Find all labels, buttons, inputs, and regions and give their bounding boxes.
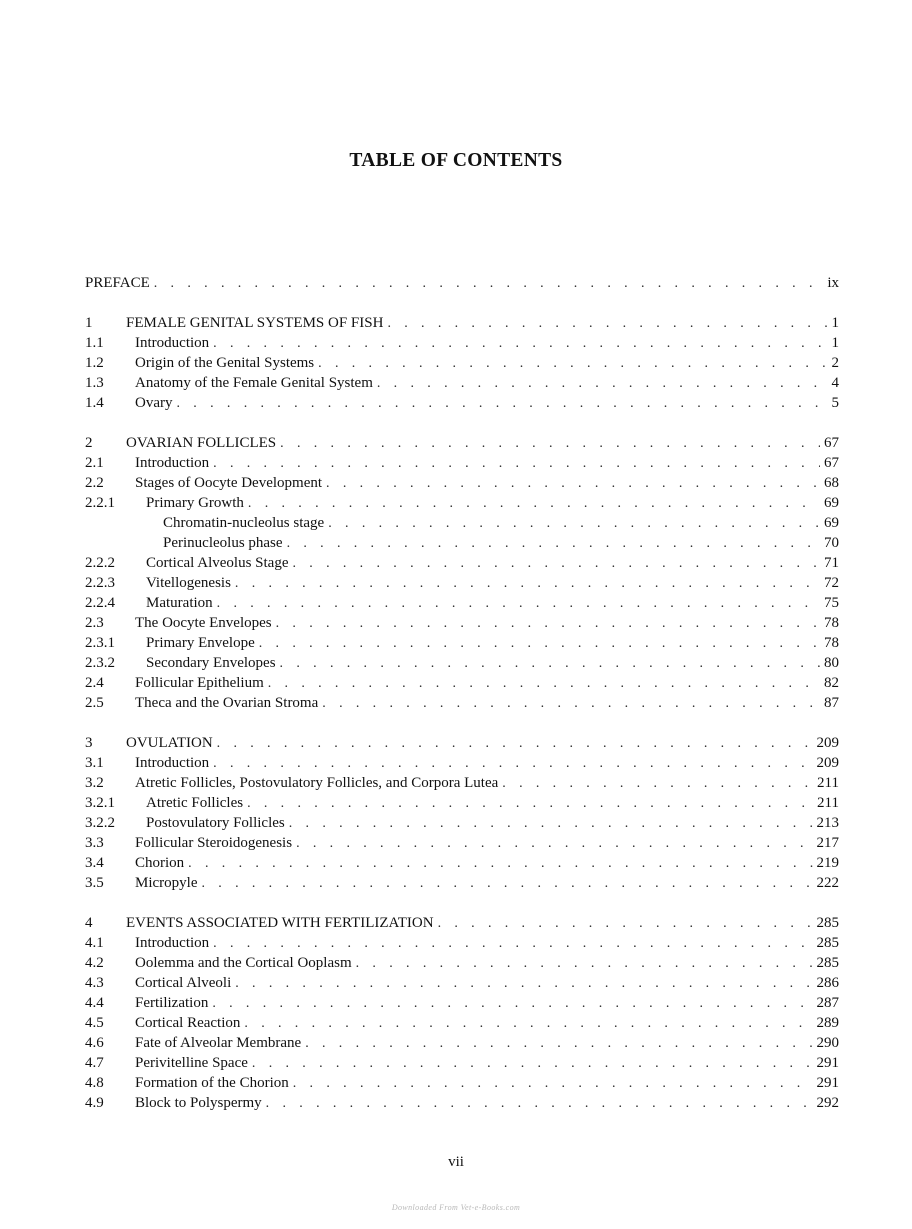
toc-entry-title: Introduction (135, 935, 210, 951)
toc-entry-page: 87 (824, 695, 839, 711)
toc-entry-number: 4 (85, 915, 93, 931)
toc-entry-title: Origin of the Genital Systems (135, 355, 315, 371)
toc-entry-page: 1 (831, 315, 839, 331)
toc-entry (85, 773, 839, 793)
toc-dot-leader (188, 854, 812, 874)
toc-entry-number: 4.8 (85, 1075, 104, 1091)
toc-entry-page: 67 (824, 435, 839, 451)
toc-dot-leader (266, 1094, 813, 1114)
toc-entry-number: 2.2 (85, 475, 104, 491)
toc-entry (85, 833, 839, 853)
toc-dot-leader (259, 634, 820, 654)
toc-entry-page: 290 (816, 1035, 839, 1051)
toc-entry (85, 1013, 839, 1033)
toc-dot-leader (296, 834, 812, 854)
toc-entry-title: Follicular Steroidogenesis (135, 835, 293, 851)
toc-dot-leader (289, 814, 813, 834)
toc-entry-page: 222 (816, 875, 839, 891)
toc-entry-title: Introduction (135, 455, 210, 471)
toc-entry-number: 4.7 (85, 1055, 104, 1071)
toc-entry-number: 1 (85, 315, 93, 331)
toc-entry-page: 1 (831, 335, 839, 351)
toc-dot-leader (268, 674, 820, 694)
toc-entry (85, 733, 839, 753)
toc-entry-page: 291 (816, 1055, 839, 1071)
toc-entry-page: 78 (824, 615, 839, 631)
toc-entry-page: 4 (831, 375, 839, 391)
toc-entry-number: 3.2.2 (85, 815, 115, 831)
toc-entry-title: Chromatin-nucleolus stage (163, 515, 325, 531)
toc-entry (85, 913, 839, 933)
toc-entry (85, 593, 839, 613)
toc-entry (85, 873, 839, 893)
toc-entry-title: Cortical Reaction (135, 1015, 241, 1031)
toc-entry-page: 78 (824, 635, 839, 651)
toc-entry (85, 633, 839, 653)
toc-entry-title: Secondary Envelopes (146, 655, 276, 671)
toc-entry (85, 573, 839, 593)
toc-dot-leader (212, 994, 812, 1014)
toc-entry-title: Anatomy of the Female Genital System (135, 375, 373, 391)
toc-entry-page: 72 (824, 575, 839, 591)
toc-entry-number: 1.2 (85, 355, 104, 371)
toc-entry-number: 1.1 (85, 335, 104, 351)
toc-entry-number: 2.2.2 (85, 555, 115, 571)
toc-entry (85, 353, 839, 373)
toc-entry-title: Theca and the Ovarian Stroma (135, 695, 319, 711)
toc-entry-page: ix (827, 275, 839, 291)
toc-entry (85, 273, 839, 293)
toc-entry-page: 67 (824, 455, 839, 471)
toc-entry-title: Atretic Follicles, Postovulatory Follicles, and Corpora Lutea (135, 775, 499, 791)
toc-entry (85, 1093, 839, 1113)
toc-entry-number: 4.4 (85, 995, 104, 1011)
toc-entry-number: 3.5 (85, 875, 104, 891)
toc-entry-number: 3.2.1 (85, 795, 115, 811)
toc-entry-page: 75 (824, 595, 839, 611)
toc-entry-page: 213 (816, 815, 839, 831)
toc-entry-title: Micropyle (135, 875, 198, 891)
toc-entry-number: 2.5 (85, 695, 104, 711)
toc-entry (85, 493, 839, 513)
toc-section (85, 433, 839, 713)
toc-entry-page: 286 (816, 975, 839, 991)
toc-entry-title: Fate of Alveolar Membrane (135, 1035, 302, 1051)
toc-entry (85, 533, 839, 553)
toc-dot-leader (177, 394, 828, 414)
toc-entry-title: Stages of Oocyte Development (135, 475, 323, 491)
toc-entry (85, 973, 839, 993)
toc-dot-leader (377, 374, 828, 394)
toc-dot-leader (322, 694, 820, 714)
toc-dot-leader (326, 474, 820, 494)
toc-entry-number: 2.2.1 (85, 495, 115, 511)
toc-dot-leader (213, 754, 812, 774)
toc-entry-title: Perinucleolus phase (163, 535, 283, 551)
toc-dot-leader (201, 874, 812, 894)
toc-entry-title: Ovary (135, 395, 173, 411)
toc-entry-page: 82 (824, 675, 839, 691)
toc-entry (85, 1073, 839, 1093)
toc-entry-title: Fertilization (135, 995, 209, 1011)
toc-entry-number: 2.3 (85, 615, 104, 631)
toc-entry-title: Atretic Follicles (146, 795, 244, 811)
toc-dot-leader (247, 794, 813, 814)
toc-section (85, 913, 839, 1113)
toc-dot-leader (276, 614, 820, 634)
toc-entry (85, 313, 839, 333)
toc-entry-page: 292 (816, 1095, 839, 1111)
toc-dot-leader (213, 934, 812, 954)
toc-entry (85, 933, 839, 953)
toc-entry (85, 813, 839, 833)
toc-entry-title: Postovulatory Follicles (146, 815, 285, 831)
toc-dot-leader (356, 954, 813, 974)
toc-entry (85, 453, 839, 473)
toc-entry-page: 71 (824, 555, 839, 571)
toc-entry-title: OVULATION (126, 735, 213, 751)
toc-entry-title: Introduction (135, 755, 210, 771)
toc-entry-title: Follicular Epithelium (135, 675, 264, 691)
toc-entry-title: The Oocyte Envelopes (135, 615, 272, 631)
toc-entry-title: Vitellogenesis (146, 575, 231, 591)
toc-entry-title: Chorion (135, 855, 185, 871)
toc-entry-title: PREFACE (85, 275, 150, 291)
toc-entry-title: EVENTS ASSOCIATED WITH FERTILIZATION (126, 915, 434, 931)
toc-entry-title: Primary Envelope (146, 635, 255, 651)
toc-dot-leader (217, 594, 820, 614)
toc-dot-leader (280, 654, 820, 674)
toc-section (85, 273, 839, 293)
table-of-contents (85, 273, 839, 1133)
toc-entry-page: 289 (816, 1015, 839, 1031)
toc-entry (85, 853, 839, 873)
toc-dot-leader (244, 1014, 812, 1034)
toc-entry-number: 2.2.3 (85, 575, 115, 591)
toc-entry-page: 69 (824, 515, 839, 531)
toc-dot-leader (213, 334, 827, 354)
toc-entry-number: 4.9 (85, 1095, 104, 1111)
toc-entry-page: 209 (816, 755, 839, 771)
toc-dot-leader (154, 274, 824, 294)
toc-entry-title: Cortical Alveolus Stage (146, 555, 289, 571)
toc-entry (85, 753, 839, 773)
toc-entry-page: 291 (816, 1075, 839, 1091)
toc-entry-title: Oolemma and the Cortical Ooplasm (135, 955, 352, 971)
toc-entry-page: 209 (816, 735, 839, 751)
toc-section (85, 733, 839, 893)
toc-entry-number: 3.1 (85, 755, 104, 771)
toc-dot-leader (502, 774, 813, 794)
toc-entry-page: 211 (817, 775, 839, 791)
toc-entry-number: 3.3 (85, 835, 104, 851)
toc-entry (85, 613, 839, 633)
toc-entry-number: 3 (85, 735, 93, 751)
toc-dot-leader (287, 534, 820, 554)
toc-entry-page: 287 (816, 995, 839, 1011)
toc-entry-page: 211 (817, 795, 839, 811)
page-title: TABLE OF CONTENTS (349, 150, 563, 171)
toc-entry-title: Perivitelline Space (135, 1055, 248, 1071)
toc-entry (85, 373, 839, 393)
page-number: vii (448, 1154, 464, 1170)
toc-dot-leader (318, 354, 827, 374)
toc-entry (85, 653, 839, 673)
toc-entry-title: OVARIAN FOLLICLES (126, 435, 277, 451)
toc-entry-title: Primary Growth (146, 495, 244, 511)
toc-dot-leader (235, 974, 812, 994)
toc-entry-number: 2.4 (85, 675, 104, 691)
toc-entry-page: 70 (824, 535, 839, 551)
toc-entry-number: 4.3 (85, 975, 104, 991)
toc-dot-leader (213, 454, 820, 474)
toc-entry-number: 4.5 (85, 1015, 104, 1031)
toc-entry-title: Block to Polyspermy (135, 1095, 262, 1111)
toc-section (85, 313, 839, 413)
toc-entry-number: 2 (85, 435, 93, 451)
toc-entry (85, 553, 839, 573)
toc-entry (85, 513, 839, 533)
toc-entry-number: 3.2 (85, 775, 104, 791)
toc-entry-number: 2.2.4 (85, 595, 115, 611)
toc-dot-leader (235, 574, 820, 594)
toc-entry-number: 3.4 (85, 855, 104, 871)
toc-entry-title: Cortical Alveoli (135, 975, 232, 991)
watermark: Downloaded From Vet-e-Books.com (391, 1203, 521, 1212)
toc-entry-number: 2.1 (85, 455, 104, 471)
toc-entry-page: 80 (824, 655, 839, 671)
toc-dot-leader (305, 1034, 812, 1054)
toc-entry-page: 69 (824, 495, 839, 511)
toc-entry (85, 433, 839, 453)
toc-dot-leader (328, 514, 820, 534)
toc-entry (85, 793, 839, 813)
toc-entry-number: 2.3.1 (85, 635, 115, 651)
toc-dot-leader (387, 314, 827, 334)
toc-entry-page: 217 (816, 835, 839, 851)
toc-entry-title: Introduction (135, 335, 210, 351)
toc-dot-leader (217, 734, 813, 754)
toc-entry-page: 285 (816, 915, 839, 931)
toc-dot-leader (293, 1074, 813, 1094)
toc-dot-leader (248, 494, 820, 514)
toc-entry-number: 4.2 (85, 955, 104, 971)
toc-entry-page: 285 (816, 955, 839, 971)
toc-entry-number: 2.3.2 (85, 655, 115, 671)
toc-entry (85, 473, 839, 493)
toc-entry (85, 1033, 839, 1053)
toc-entry-number: 4.1 (85, 935, 104, 951)
toc-entry (85, 1053, 839, 1073)
toc-entry-page: 219 (816, 855, 839, 871)
toc-entry-page: 285 (816, 935, 839, 951)
toc-entry (85, 693, 839, 713)
toc-dot-leader (292, 554, 820, 574)
toc-entry-title: FEMALE GENITAL SYSTEMS OF FISH (126, 315, 384, 331)
toc-entry-page: 68 (824, 475, 839, 491)
toc-entry-title: Formation of the Chorion (135, 1075, 289, 1091)
toc-entry (85, 333, 839, 353)
toc-entry-number: 1.4 (85, 395, 104, 411)
toc-entry-number: 4.6 (85, 1035, 104, 1051)
toc-dot-leader (280, 434, 820, 454)
toc-entry (85, 393, 839, 413)
toc-entry-title: Maturation (146, 595, 213, 611)
toc-dot-leader (252, 1054, 813, 1074)
toc-entry (85, 673, 839, 693)
toc-entry-page: 2 (831, 355, 839, 371)
toc-dot-leader (438, 914, 813, 934)
toc-entry-number: 1.3 (85, 375, 104, 391)
toc-entry (85, 953, 839, 973)
toc-entry (85, 993, 839, 1013)
toc-entry-page: 5 (831, 395, 839, 411)
